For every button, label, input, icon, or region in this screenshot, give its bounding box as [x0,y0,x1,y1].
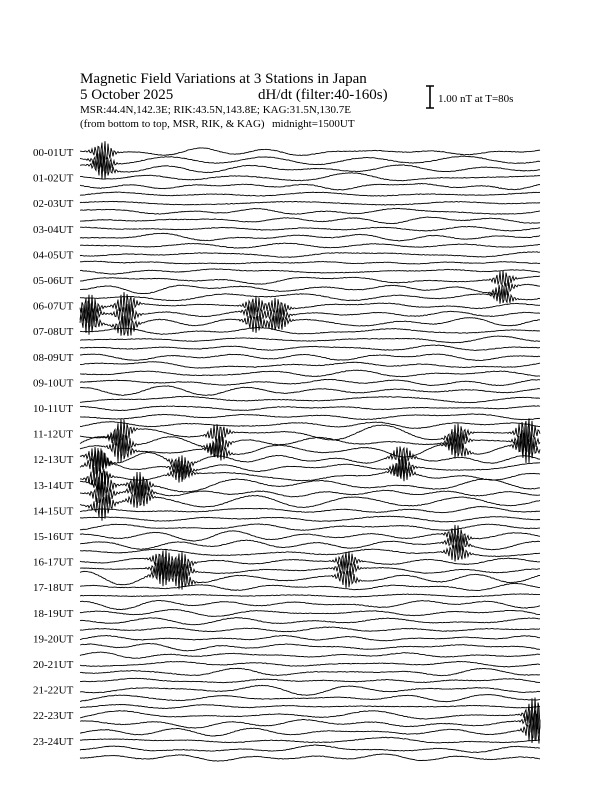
hour-label-18-19UT: 18-19UT [33,607,74,620]
trace-04-05UT-KAG [80,252,540,258]
hour-label-04-05UT: 04-05UT [33,249,74,262]
trace-21-22UT-MSR [80,704,540,708]
trace-21-22UT-KAG [80,685,540,695]
trace-08-09UT-MSR [80,370,540,377]
hour-label-14-15UT: 14-15UT [33,505,74,518]
quantity-label: dH/dt (filter:40-160s) [258,87,388,103]
hour-label-19-20UT: 19-20UT [33,633,74,646]
trace-00-01UT-KAG [80,141,540,163]
hour-label-02-03UT: 02-03UT [33,198,74,211]
hour-label-13-14UT: 13-14UT [33,479,74,492]
hour-labels [33,147,74,748]
scale-bar-label: 1.00 nT at T=80s [438,93,514,105]
trace-20-21UT-KAG [80,661,540,667]
trace-11-12UT-MSR [80,433,540,463]
trace-21-22UT-RIK [80,695,540,702]
trace-23-24UT-KAG [80,737,540,743]
trace-19-20UT-RIK [80,643,540,651]
hour-label-05-06UT: 05-06UT [33,275,74,287]
trace-02-03UT-RIK [80,208,540,214]
trace-05-06UT-KAG [80,271,540,287]
hour-label-21-22UT: 21-22UT [33,684,74,697]
trace-04-05UT-RIK [80,261,540,264]
hour-label-01-02UT: 01-02UT [33,172,74,185]
date-label: 5 October 2025 [80,87,174,103]
hour-label-11-12UT: 11-12UT [33,428,73,441]
hour-label-15-16UT: 15-16UT [33,531,74,543]
trace-06-07UT-KAG [80,292,540,320]
trace-17-18UT-MSR [80,600,540,609]
trace-17-18UT-KAG [80,583,540,590]
trace-13-14UT-KAG [80,471,540,497]
station-coordinates: MSR:44.4N,142.3E; RIK:43.5N,143.8E; KAG:31.5N,130.7E [80,104,352,116]
midnight-note: midnight=1500UT [272,118,355,130]
hour-label-16-17UT: 16-17UT [33,556,74,569]
trace-09-10UT-KAG [80,379,540,385]
trace-group [80,141,540,761]
trace-03-04UT-RIK [80,233,540,241]
trace-01-02UT-KAG [80,173,540,181]
trace-03-04UT-MSR [80,243,540,248]
trace-22-23UT-KAG [80,698,540,730]
hour-label-03-04UT: 03-04UT [33,223,74,236]
hour-label-12-13UT: 12-13UT [33,454,74,467]
trace-13-14UT-RIK [80,479,540,506]
trace-05-06UT-RIK [80,282,540,298]
trace-14-15UT-RIK [80,516,540,522]
hour-label-23-24UT: 23-24UT [33,735,74,748]
trace-04-05UT-MSR [80,269,540,274]
trace-18-19UT-MSR [80,627,540,632]
hour-label-00-01UT: 00-01UT [33,147,74,159]
trace-11-12UT-KAG [80,418,540,448]
trace-05-06UT-MSR [80,289,540,304]
scale-bar-line [426,86,434,108]
trace-01-02UT-RIK [80,184,540,191]
trace-20-21UT-MSR [80,678,540,682]
chart-title: Magnetic Field Variations at 3 Stations in Japan [80,71,367,87]
trace-06-07UT-RIK [80,301,540,328]
trace-02-03UT-MSR [80,217,540,224]
trace-18-19UT-RIK [80,618,540,625]
trace-18-19UT-KAG [80,609,540,616]
trace-22-23UT-RIK [80,708,540,739]
trace-07-08UT-MSR [80,345,540,350]
trace-03-04UT-KAG [80,226,540,231]
trace-23-24UT-RIK [80,745,540,753]
trace-14-15UT-MSR [80,524,540,531]
hour-label-20-21UT: 20-21UT [33,659,74,671]
trace-07-08UT-RIK [80,336,540,343]
trace-02-03UT-KAG [80,201,540,205]
hour-label-22-23UT: 22-23UT [33,710,74,723]
trace-00-01UT-MSR [80,158,540,179]
trace-01-02UT-MSR [80,192,540,196]
trace-09-10UT-MSR [80,396,540,402]
trace-10-11UT-RIK [80,414,540,420]
trace-14-15UT-KAG [80,506,540,512]
trace-08-09UT-KAG [80,354,540,361]
trace-10-11UT-MSR [80,422,540,429]
hour-label-17-18UT: 17-18UT [33,582,74,595]
trace-07-08UT-KAG [80,328,540,335]
trace-19-20UT-MSR [80,652,540,658]
scale-bar [426,86,434,108]
hour-label-10-11UT: 10-11UT [33,403,73,415]
trace-09-10UT-RIK [80,386,540,396]
hour-label-06-07UT: 06-07UT [33,300,74,313]
trace-10-11UT-KAG [80,406,540,411]
trace-20-21UT-RIK [80,668,540,676]
hour-label-07-08UT: 07-08UT [33,326,74,339]
hour-label-08-09UT: 08-09UT [33,351,74,364]
hour-label-09-10UT: 09-10UT [33,377,74,390]
trace-23-24UT-MSR [80,754,540,761]
trace-13-14UT-MSR [80,485,540,521]
series-order-note: (from bottom to top, MSR, RIK, & KAG) [80,118,265,130]
trace-12-13UT-KAG [80,446,540,473]
trace-22-23UT-MSR [80,714,540,744]
trace-17-18UT-RIK [80,594,540,597]
trace-19-20UT-KAG [80,635,540,640]
trace-08-09UT-RIK [80,362,540,369]
